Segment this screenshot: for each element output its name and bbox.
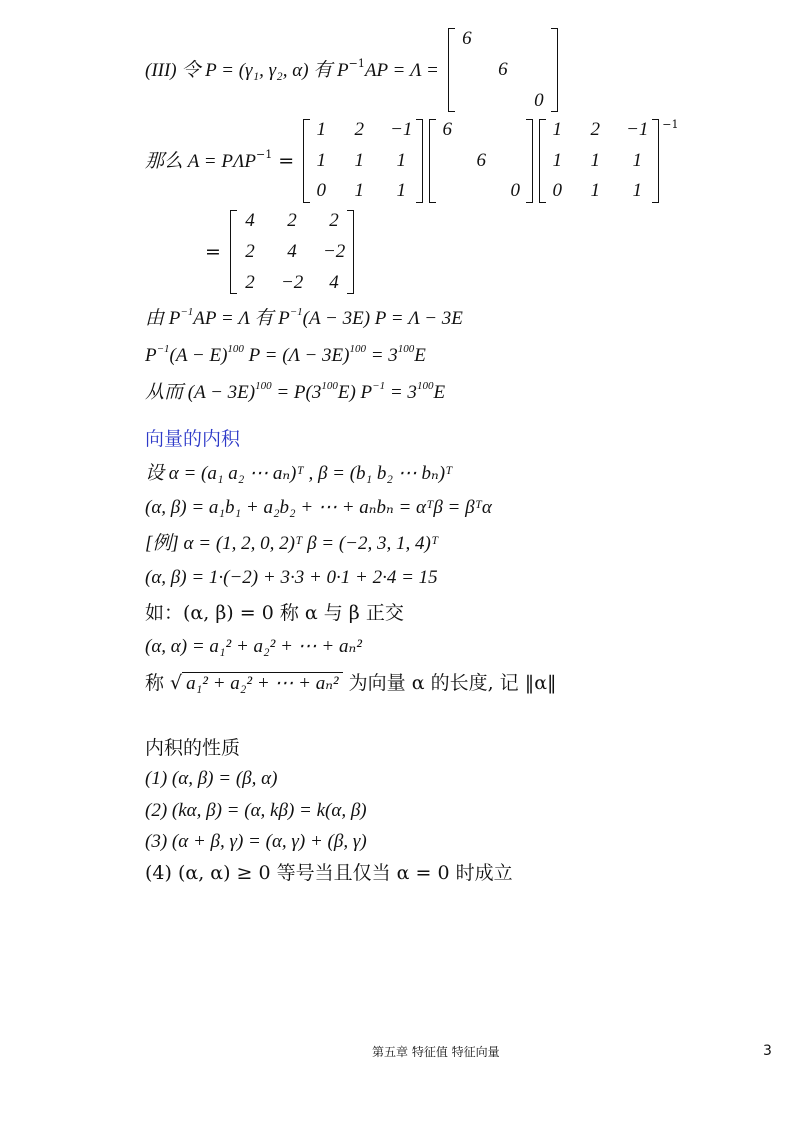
matrix-cell (506, 119, 524, 142)
matrix-cell: 0 (316, 180, 327, 202)
statement-A-product (145, 118, 678, 203)
sup-l5-4: 100 (397, 343, 415, 355)
matrix-cell: 4 (329, 271, 339, 293)
matrix-cell: 2 (287, 210, 297, 231)
statement-l5 (145, 343, 426, 368)
text-l6-e: E (433, 382, 446, 403)
matrix-cell: 1 (316, 149, 327, 171)
length-definition (145, 672, 557, 696)
matrix-cell: 6 (476, 149, 487, 171)
matrix-cell: −2 (322, 240, 346, 262)
matrix-cell (472, 119, 490, 142)
property-2: (2) (kα, β) = (α, kβ) = k(α, β) (145, 800, 367, 821)
text-l4-b: AP = Λ 有 P (193, 308, 290, 329)
sup-inverse: −1 (662, 118, 679, 131)
matrix-cell: 2 (329, 210, 339, 231)
matrix-cell: 0 (534, 89, 544, 111)
matrix-cell: 6 (462, 28, 472, 49)
sup-l6: 100 (255, 380, 272, 392)
text-l4-a: 由 P (145, 308, 181, 329)
matrix-cell: 0 (552, 180, 563, 202)
matrix-cell: 1 (552, 118, 563, 140)
text-l6-c: E) P (337, 382, 373, 403)
text-l5-b: (A − E) (169, 345, 228, 366)
definition-inner-product: (α, β) = a₁b₁ + a₂b₂ + ⋯ + aₙbₙ = αᵀβ = βᵀα (145, 497, 492, 518)
sup-l6-2: 100 (321, 380, 338, 392)
matrix-cell: −2 (280, 271, 304, 293)
sup-l4-2: −1 (289, 306, 303, 318)
matrix-cell: −1 (626, 118, 649, 140)
matrix-cell (529, 59, 549, 82)
sup-l6-4: 100 (416, 380, 434, 392)
matrix-cell (457, 59, 477, 82)
matrix-cell: 2 (590, 118, 601, 140)
section-heading-inner-product: 向量的内积 (145, 428, 241, 450)
statement-diagonalization (145, 28, 561, 112)
text-l14-b: 为向量 α 的长度, 记 ‖α‖ (342, 672, 557, 694)
matrix-cell (493, 28, 513, 51)
text-l3-eq: = (205, 240, 221, 263)
matrix-cell: −1 (390, 118, 413, 140)
footer-chapter: 第五章 特征值 特征向量 (372, 1045, 500, 1059)
statement-l4 (145, 306, 463, 331)
matrix-cell: 0 (510, 180, 521, 202)
text-l1-tail: AP = Λ = (364, 60, 439, 82)
text-l6-b: = P(3 (271, 382, 322, 403)
matrix-A (230, 210, 354, 294)
text-l4-c: (A − 3E) P = Λ − 3E (302, 308, 463, 329)
text-l14-a: 称 (145, 672, 171, 694)
matrix-cell: 1 (354, 180, 365, 202)
property-3: (3) (α + β, γ) = (α, γ) + (β, γ) (145, 831, 367, 852)
sup-l2: −1 (256, 148, 273, 162)
example-computation: (α, β) = 1·(−2) + 3·3 + 0·1 + 2·4 = 15 (145, 567, 438, 588)
matrix-cell: 2 (245, 271, 255, 293)
matrix-cell: 2 (354, 118, 365, 140)
matrix-cell: 1 (632, 180, 643, 202)
matrix-cell (493, 90, 513, 113)
matrix-cell (438, 180, 456, 203)
property-4: (4) (α, α) ≥ 0 等号当且仅当 α = 0 时成立 (145, 862, 513, 884)
matrix-lambda-2 (429, 119, 533, 203)
example-vectors: [例] α = (1, 2, 0, 2)ᵀ β = (−2, 3, 1, 4)ᵀ (145, 533, 439, 554)
definition-vectors: 设 α = (a₁ a₂ ⋯ aₙ)ᵀ , β = (b₁ b₂ ⋯ bₙ)ᵀ (145, 463, 453, 484)
self-inner-product: (α, α) = a₁² + a₂² + ⋯ + aₙ² (145, 636, 362, 657)
text-l5-e: E (414, 345, 426, 366)
text-l6-a: 从而 (A − 3E) (145, 382, 256, 403)
matrix-cell: 1 (316, 118, 327, 140)
text-l5-c: P = (Λ − 3E) (243, 345, 350, 366)
matrix-cell (457, 90, 477, 113)
sup-l4: −1 (180, 306, 194, 318)
matrix-cell: 1 (396, 180, 407, 202)
matrix-cell: 1 (590, 149, 601, 171)
properties-title: 内积的性质 (145, 737, 241, 759)
property-1: (1) (α, β) = (β, α) (145, 768, 278, 789)
sup-l5-3: 100 (349, 343, 366, 355)
statement-A-result (205, 210, 357, 294)
sup-l1: −1 (348, 57, 365, 71)
text-l5-a: P (145, 345, 157, 366)
matrix-P (303, 119, 423, 203)
matrix-cell: 6 (442, 118, 453, 140)
orthogonal-definition: 如：(α, β) = 0 称 α 与 β 正交 (145, 602, 404, 624)
matrix-cell (438, 150, 456, 173)
matrix-cell: 1 (354, 149, 365, 171)
matrix-cell: 2 (245, 240, 255, 262)
text-l1-expr: P = (γ₁, γ₂, α) 有 P (205, 60, 349, 82)
matrix-cell: 4 (245, 210, 255, 231)
statement-l6 (145, 380, 445, 405)
matrix-cell (472, 180, 490, 203)
text-l6-d: = 3 (385, 382, 417, 403)
page-number: 3 (763, 1043, 772, 1059)
matrix-P-inverse (539, 119, 659, 203)
matrix-cell (529, 28, 549, 51)
sup-l5-2: 100 (227, 343, 244, 355)
sup-l6-3: −1 (372, 380, 386, 392)
matrix-cell: 1 (632, 149, 643, 171)
matrix-lambda (448, 28, 558, 112)
matrix-cell (506, 150, 524, 173)
matrix-cell: 1 (396, 149, 407, 171)
radical-content: a₁² + a₂² + ⋯ + aₙ² (182, 672, 342, 696)
sup-l5: −1 (156, 343, 170, 355)
matrix-cell: 1 (590, 180, 601, 202)
sqrt-icon: √ (170, 672, 183, 694)
text-l1-prefix: (III) 令 (145, 60, 206, 82)
text-l2-eq: = (272, 150, 295, 173)
matrix-cell: 6 (498, 58, 508, 80)
text-l2-prefix: 那么 A = PΛP (145, 151, 257, 173)
matrix-cell: 4 (287, 240, 297, 262)
matrix-cell: 1 (552, 149, 563, 171)
text-l5-d: = 3 (365, 345, 398, 366)
